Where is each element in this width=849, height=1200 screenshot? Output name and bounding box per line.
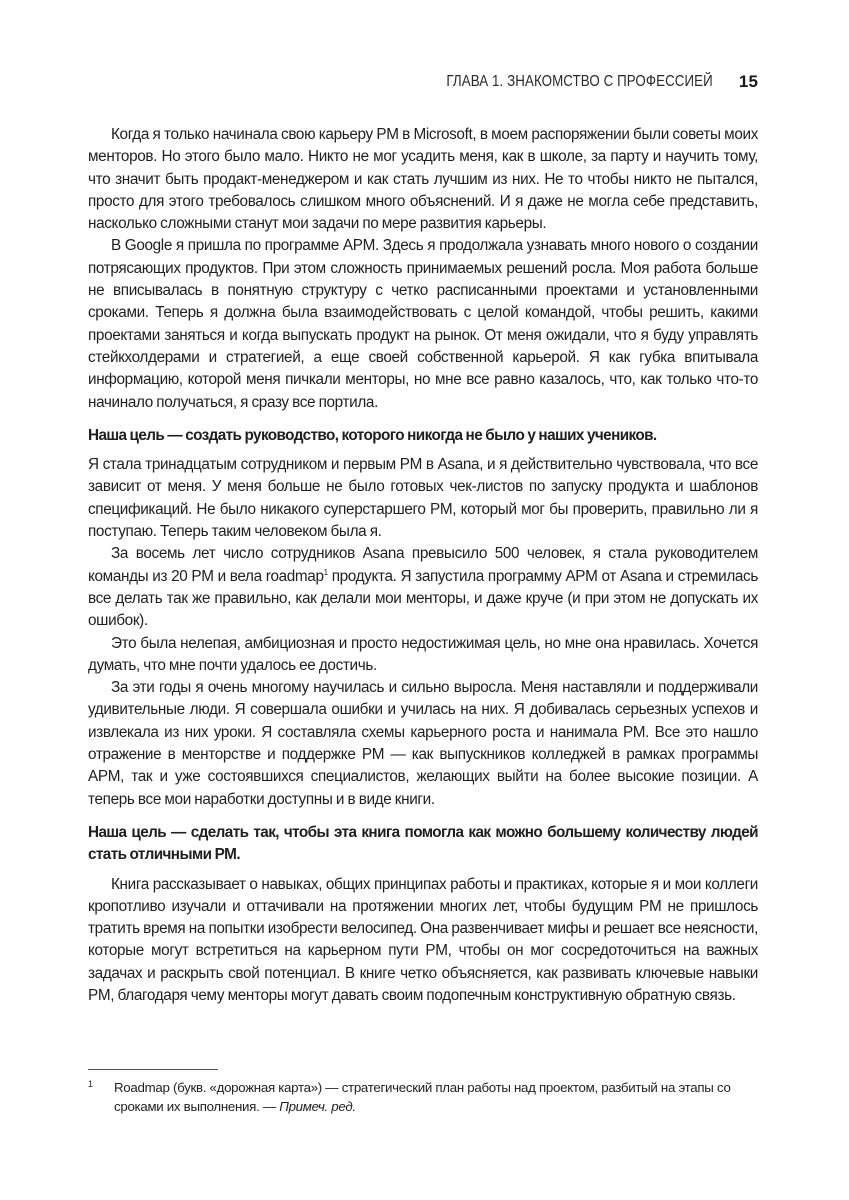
running-header xyxy=(88,68,758,96)
paragraph-eight-years: За восемь лет число сотрудников Asana превысило 500 человек, я стала руководителем команды из 20 PM и вела roadmap$^1$ продукта. Я запустила программу APM от Asana и стремилась все делать так же правильно, как делали мои менторы, и даже круче (и при этом не допускать их ошибок). xyxy=(88,545,758,630)
footnote-text: Roadmap (букв. «дорожная карта») — стратегический план работы над проектом, разбитый на этапы со сроками их выполнения. — xyxy=(114,1080,731,1114)
paragraph-book-description: Книга рассказывает о навыках, общих принципах работы и практиках, которые я и мои коллеги кропотливо изучали и оттачивали на протяжении многих лет, чтобы будущим PM не пришлось тратить время на попытки изобрести велосипед. Она развенчивает мифы и решает все неясности, которые могут встретиться на карьерном пути PM, чтобы он мог сосредоточиться на важных задачах и раскрыть свой потенциал. В книге четко объясняется, как развивать ключевые навыки PM, благодаря чему менторы могут давать своим подопечным конструктивную обратную связь. xyxy=(88,875,758,1004)
paragraph-asana: Я стала тринадцатым сотрудником и первым PM в Asana, и я действительно чувствовала, что все зависит от меня. У меня больше не было готовых чек-листов по запуску продукта и шаблонов спецификаций. Не было никакого суперстаршего PM, который мог бы проверить, правильно ли я поступаю. Теперь таким человеком была я. xyxy=(88,456,758,541)
page-number: 15 xyxy=(738,72,758,91)
page-body xyxy=(88,124,758,1007)
paragraph-microsoft: Когда я только начинала свою карьеру PM в Microsoft, в моем распоряжении были советы моих менторов. Но этого было мало. Никто не мог усадить меня, как в школе, за парту и научить тому, что значит быть продакт-менеджером и как стать лучшим из них. Не то чтобы никто не пытался, просто для этого требовалось слишком много объяснений. И я даже не могла себе представить, насколько сложными станут мои задачи по мере развития карьеры. xyxy=(88,126,758,233)
paragraph-google: В Google я пришла по программе APM. Здесь я продолжала узнавать много нового о создании потрясающих продуктов. При этом сложность принимаемых решений росла. Моя работа больше не вписывалась в понятную структуру с четко расписанными проектами и установленными сроками. Теперь я должна была взаимодействовать с целой командой, чтобы решить, какими проектами заняться и когда выпускать продукт на рынок. От меня ожидали, что я буду управлять стейкхолдерами и стратегией, а еще своей собственной карьерой. Я как губка впитывала информацию, которой меня пичкали менторы, но мне все равно казалось, что, как только что-то начинало получаться, я сразу все портила. xyxy=(88,237,758,411)
footnote-divider xyxy=(88,1069,218,1070)
editor-note: Примеч. ред. xyxy=(279,1099,356,1114)
paragraph-ambitious-goal: Это была нелепая, амбициозная и просто недостижимая цель, но мне она нравилась. Хочется думать, что мне почти удалось ее достичь. xyxy=(88,634,758,674)
footnote-reference[interactable]: 1 xyxy=(323,567,328,577)
goal-heading-2: Наша цель — сделать так, чтобы эта книга помогла как можно большему количеству людей стать отличными PM. xyxy=(88,823,758,864)
paragraph-growth: За эти годы я очень многому научилась и сильно выросла. Меня наставляли и поддерживали удивительные люди. Я совершала ошибки и училась на них. Я добивалась серьезных успехов и извлекала из них уроки. Я составляла схемы карьерного роста и нанимала PM. Все это нашло отражение в менторстве и поддержке PM — как выпускников колледжей в рамках программы APM, так и уже состоявшихся специалистов, желающих выйти на более высокие позиции. А теперь все мои наработки доступны и в виде книги. xyxy=(88,679,758,808)
chapter-title: ГЛАВА 1. ЗНАКОМСТВО С ПРОФЕССИЕЙ xyxy=(446,73,713,90)
goal-heading-1: Наша цель — создать руководство, которого никогда не было у наших учеников. xyxy=(88,426,657,444)
footnote xyxy=(88,1078,768,1116)
footnote-mark: 1 xyxy=(88,1079,93,1089)
